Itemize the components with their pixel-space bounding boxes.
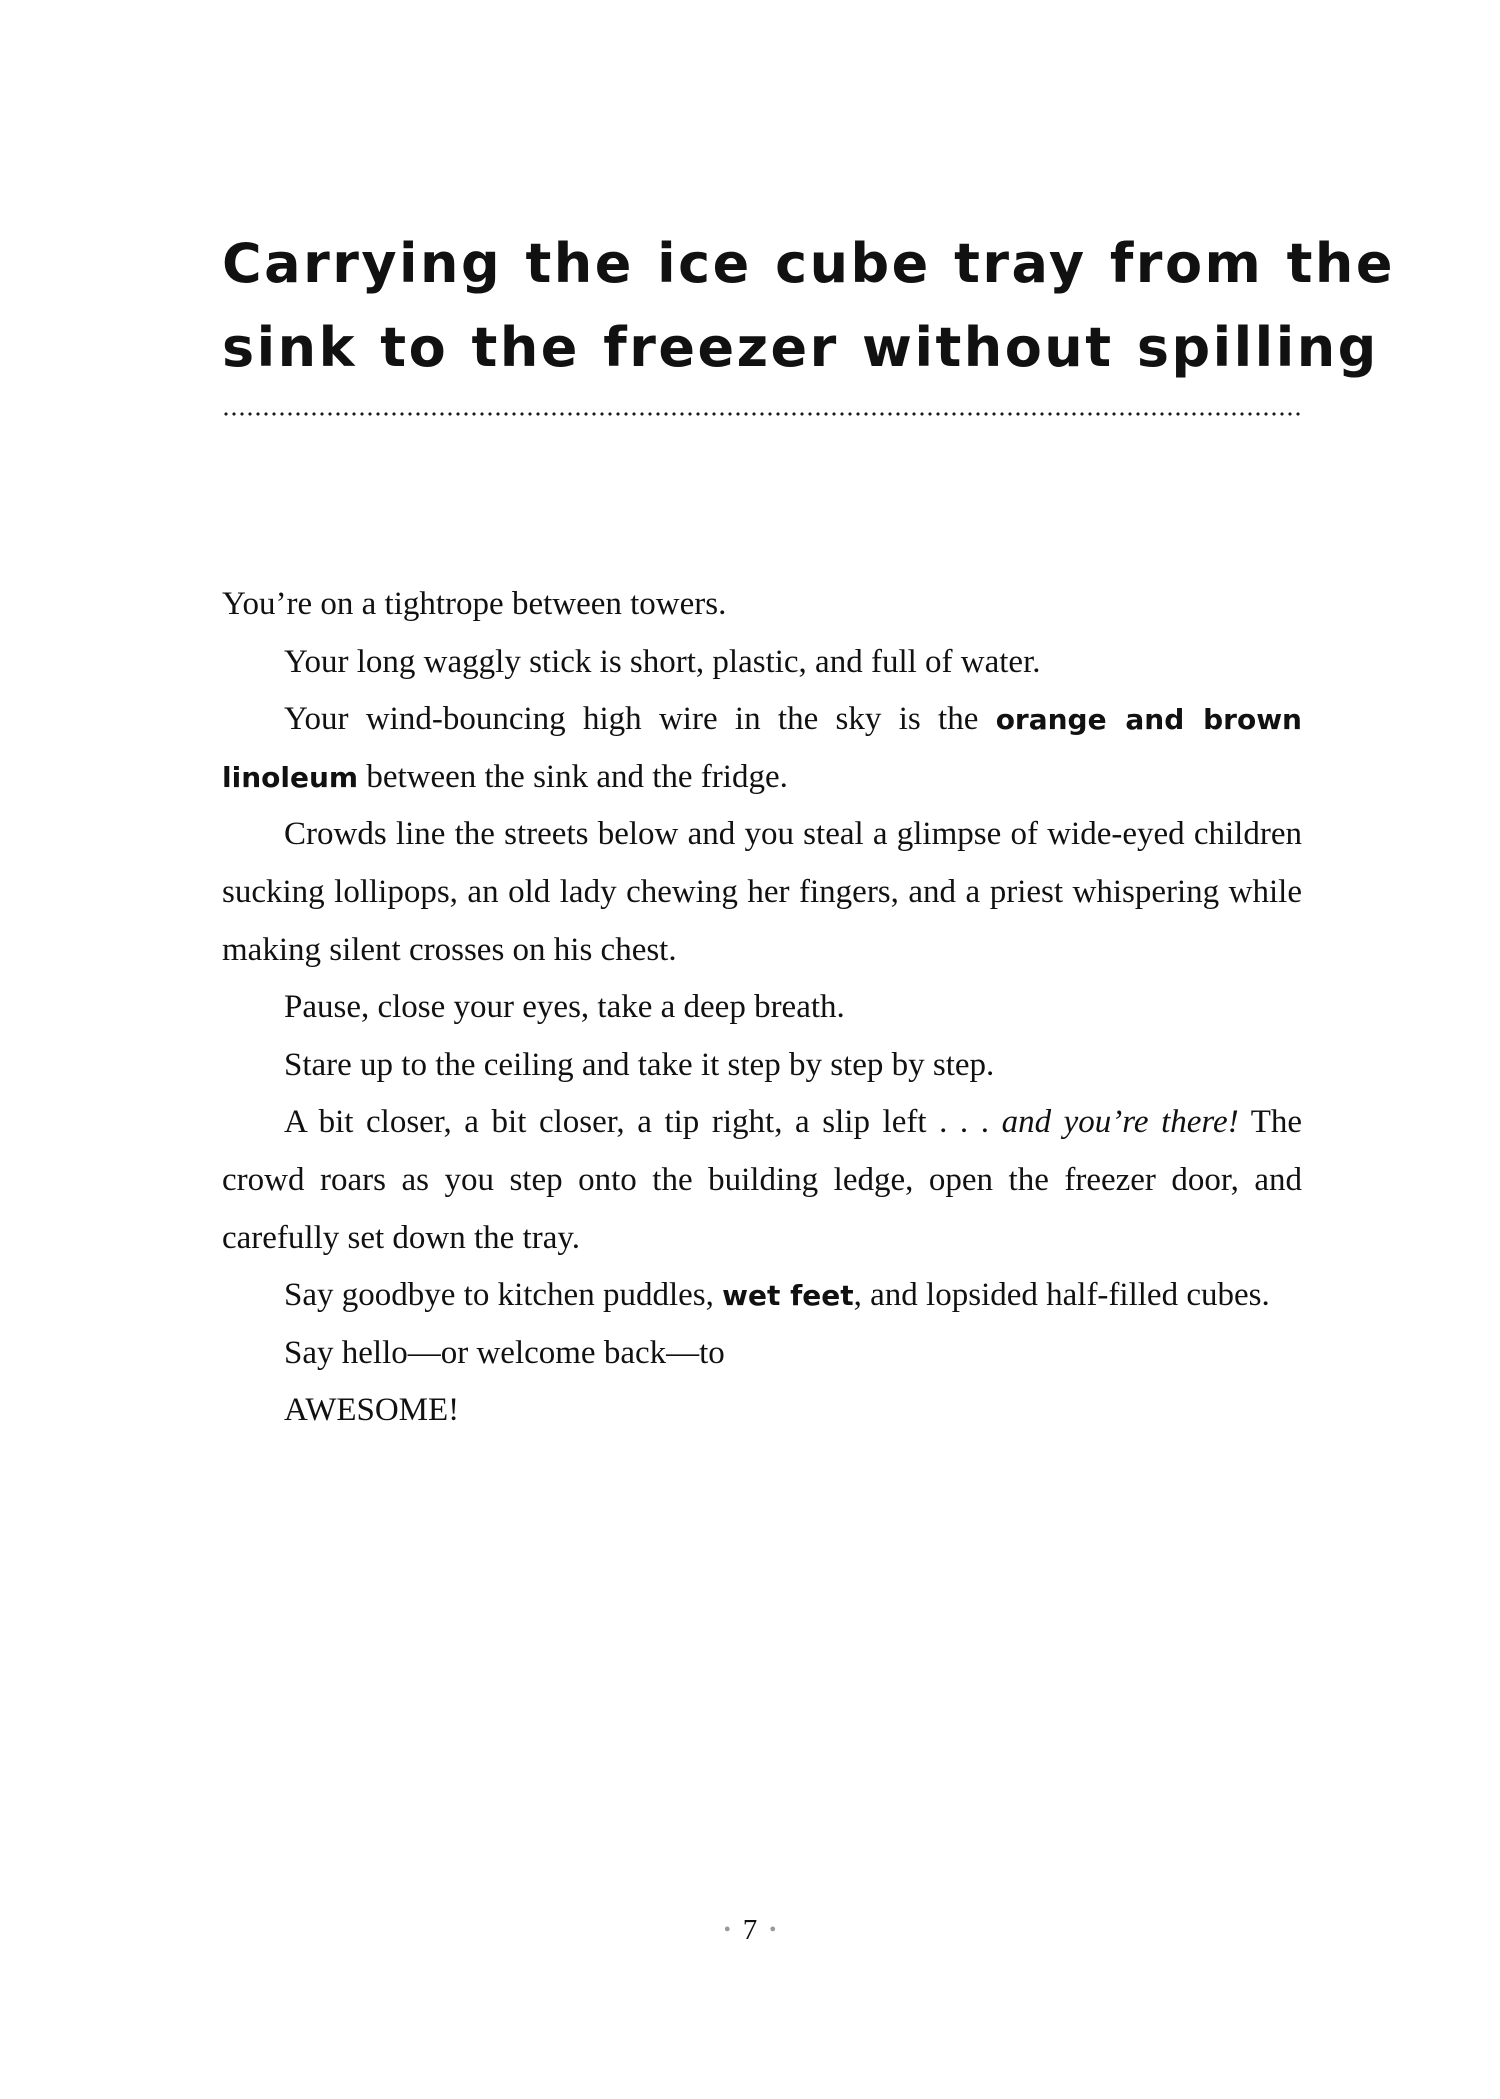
page-title-line-1: Carrying the ice cube tray from the	[222, 232, 1395, 295]
paragraph-7	[222, 1094, 1302, 1267]
dotted-divider	[222, 412, 1300, 416]
paragraph-3-text-b: between the sink and the fridge.	[366, 758, 788, 795]
paragraph-3-text-a: Your wind-bouncing high wire in the sky is the	[284, 701, 979, 738]
paragraph-5	[222, 979, 1302, 1037]
paragraph-8-text-a: Say goodbye to kitchen puddles,	[284, 1277, 714, 1314]
paragraph-1-text: You’re on a tightrope between towers.	[222, 586, 727, 622]
page-number: 7	[742, 1914, 758, 1946]
paragraph-7-text-b: The crowd roars as you step onto the building ledge, open the freezer door, and carefully set down the tray.	[222, 1104, 1302, 1256]
paragraph-8-text-b: , and lopsided half-filled cubes.	[853, 1277, 1270, 1314]
paragraph-4	[222, 806, 1302, 979]
bold-phrase-linoleum: orange and brown linoleum	[222, 703, 1302, 794]
paragraph-4-text: Crowds line the streets below and you steal a glimpse of wide-eyed children sucking lollipops, an old lady chewing her fingers, and a priest whispering while making silent crosses on his chest.	[222, 816, 1302, 968]
paragraph-8	[222, 1267, 1302, 1325]
paragraph-9-text: Say hello—or welcome back—to	[284, 1334, 725, 1371]
italic-phrase-youre-there: and you’re there!	[1001, 1104, 1239, 1141]
paragraph-2	[222, 634, 1302, 692]
page-title	[222, 222, 1395, 390]
paragraph-6-text: Stare up to the ceiling and take it step by step by step.	[284, 1046, 995, 1083]
paragraph-6	[222, 1037, 1302, 1095]
paragraph-3	[222, 691, 1302, 806]
paragraph-10	[222, 1382, 1302, 1440]
paragraph-2-text: Your long waggly stick is short, plastic, and full of water.	[284, 643, 1041, 680]
bullet-left: •	[723, 1919, 731, 1941]
paragraph-9	[222, 1325, 1302, 1383]
page-number-footer	[0, 1910, 1500, 1950]
body-text	[222, 576, 1302, 1440]
bold-phrase-wet-feet: wet feet	[722, 1279, 854, 1313]
paragraph-7-text-a: A bit closer, a bit closer, a tip right, a slip left . . .	[284, 1104, 989, 1141]
paragraph-10-text: AWESOME!	[284, 1392, 460, 1429]
bullet-right: •	[769, 1919, 777, 1941]
paragraph-5-text: Pause, close your eyes, take a deep breath.	[284, 989, 845, 1026]
page-title-line-2: sink to the freezer without spilling	[222, 316, 1379, 379]
paragraph-1	[222, 576, 1302, 634]
